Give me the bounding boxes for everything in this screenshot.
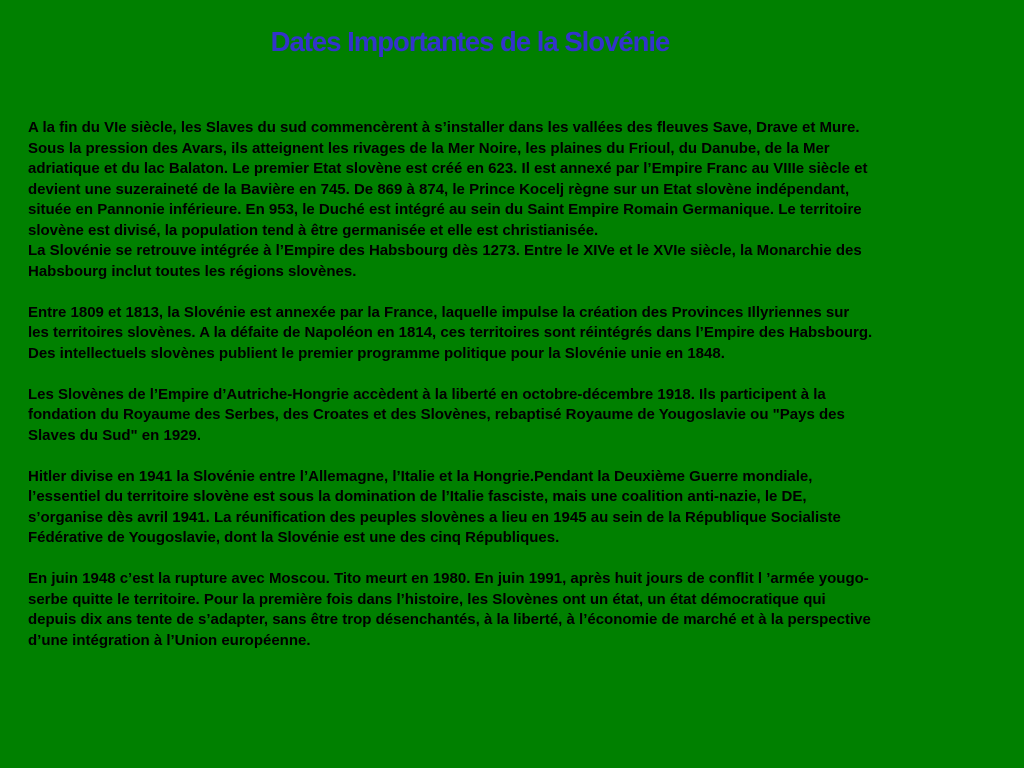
paragraph-independence (28, 569, 994, 651)
text-line: les territoires slovènes. A la défaite de Napoléon en 1814, ces territoires sont réintégrés dans l’Empire des Habsbourg. (28, 324, 873, 341)
text-line: Entre 1809 et 1813, la Slovénie est annexée par la France, laquelle impulse la création des Provinces Illyriennes sur (28, 303, 850, 321)
text-line: située en Pannonie inférieure. En 953, le Duché est intégré au sein du Saint Empire Romain Germanique. Le territoire (28, 201, 862, 218)
text-line: serbe quitte le territoire. Pour la première fois dans l’histoire, les Slovènes ont un état, un état démocratique qui (28, 590, 826, 608)
paragraph-illyrian-provinces (28, 303, 994, 365)
slide-body (28, 118, 994, 672)
text-line: adriatique et du lac Balaton. Le premier Etat slovène est créé en 623. Il est annexé par l’Empire Franc au VIIIe siècle et (28, 160, 868, 177)
paragraph-early-history (28, 118, 994, 282)
slide-title: Dates Importantes de la Slovénie (270, 26, 670, 57)
text-line: devient une suzeraineté de la Bavière en 745. De 869 à 874, le Prince Kocelj règne sur un Etat slovène indépendant, (28, 180, 850, 198)
text-line: l’essentiel du territoire slovène est sous la domination de l’Italie fasciste, mais une coalition anti-nazie, le DE, (28, 488, 807, 505)
text-line: s’organise dès avril 1941. La réunification des peuples slovènes a lieu en 1945 au sein de la République Socialiste (28, 508, 841, 526)
text-line: En juin 1948 c’est la rupture avec Moscou. Tito meurt en 1980. En juin 1991, après huit jours de conflit l ’armée yougo- (28, 570, 869, 587)
text-line: A la fin du VIe siècle, les Slaves du sud commencèrent à s’installer dans les vallées des fleuves Save, Drave et Mure. (28, 119, 860, 136)
paragraph-yugoslav-kingdom (28, 385, 994, 447)
text-line: Sous la pression des Avars, ils atteignent les rivages de la Mer Noire, les plaines du Frioul, du Danube, de la Mer (28, 139, 830, 157)
text-line: La Slovénie se retrouve intégrée à l’Empire des Habsbourg dès 1273. Entre le XIVe et le XVIe siècle, la Monarchie des (28, 242, 862, 259)
paragraph-world-war-two (28, 467, 994, 549)
text-line: Hitler divise en 1941 la Slovénie entre l’Allemagne, l’Italie et la Hongrie.Pendant la Deuxième Guerre mondiale, (28, 467, 813, 485)
text-line: Habsbourg inclut toutes les régions slovènes. (28, 262, 357, 280)
text-line: Fédérative de Yougoslavie, dont la Slovénie est une des cinq Républiques. (28, 529, 560, 546)
text-line: fondation du Royaume des Serbes, des Croates et des Slovènes, rebaptisé Royaume de Yougoslavie ou "Pays des (28, 406, 845, 423)
text-line: depuis dix ans tente de s’adapter, sans être trop désenchantés, à la liberté, à l’économie de marché et à la perspective (28, 611, 871, 628)
text-line: Les Slovènes de l’Empire d’Autriche-Hongrie accèdent à la liberté en octobre-décembre 1918. Ils participent à la (28, 385, 826, 403)
text-line: slovène est divisé, la population tend à être germanisée et elle est christianisée. (28, 221, 599, 239)
text-line: d’une intégration à l’Union européenne. (28, 631, 311, 649)
text-line: Slaves du Sud" en 1929. (28, 426, 202, 444)
text-line: Des intellectuels slovènes publient le premier programme politique pour la Slovénie unie en 1848. (28, 344, 725, 362)
